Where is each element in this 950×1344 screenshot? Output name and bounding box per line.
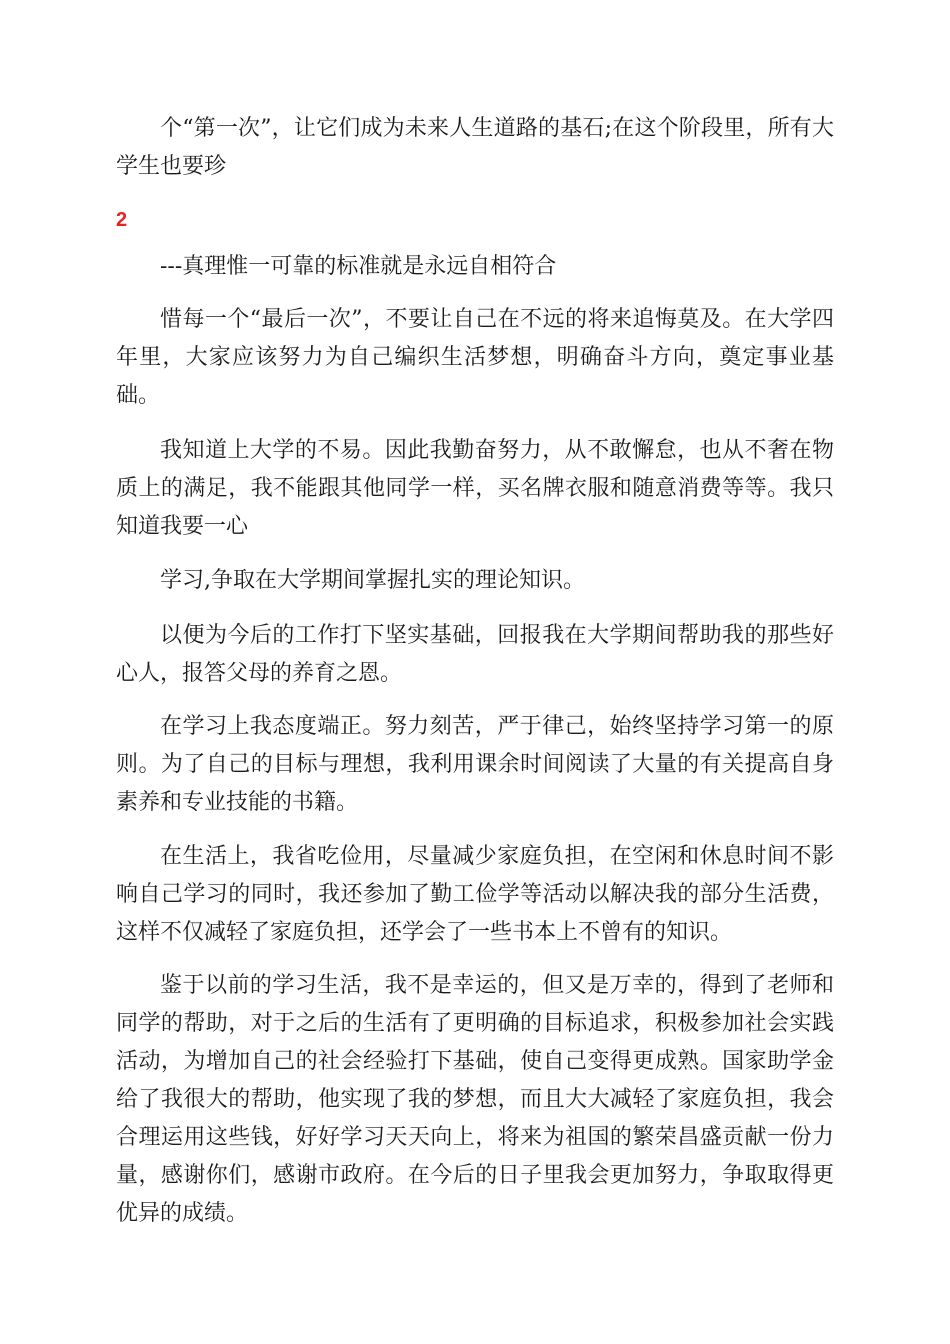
body-paragraph-3-block (116, 562, 834, 600)
body-paragraph-4-block (116, 617, 834, 693)
body-paragraph-1-block (116, 301, 834, 415)
body-paragraph-5-block (116, 708, 834, 822)
body-paragraph-7: 鉴于以前的学习生活，我不是幸运的，但又是万幸的，得到了老师和同学的帮助，对于之后的生活有了更明确的目标追求，积极参加社会实践活动，为增加自己的社会经验打下基础，使自己变得更成熟。国家助学金给了我很大的帮助，他实现了我的梦想，而且大大减轻了家庭负担，我会合理运用这些钱，好好学习天天向上，将来为祖国的繁荣昌盛贡献一份力量，感谢你们，感谢市政府。在今后的日子里我会更加努力，争取取得更优异的成绩。 (116, 973, 834, 1226)
page-subtitle: ---真理惟一可靠的标准就是永远自相符合 (160, 254, 557, 279)
body-paragraph-2-block (116, 432, 834, 546)
top-paragraph: 个“第一次”，让它们成为未来人生道路的基石;在这个阶段里，所有大学生也要珍 (116, 116, 834, 179)
body-paragraph-4: 以便为今后的工作打下坚实基础，回报我在大学期间帮助我的那些好心人，报答父母的养育之恩。 (116, 623, 834, 686)
body-paragraph-5: 在学习上我态度端正。努力刻苦，严于律己，始终坚持学习第一的原则。为了自己的目标与理想，我利用课余时间阅读了大量的有关提高自身素养和专业技能的书籍。 (116, 714, 834, 815)
page-number: 2 (116, 209, 128, 231)
body-paragraph-3: 学习,争取在大学期间掌握扎实的理论知识。 (160, 568, 585, 593)
body-paragraph-6-block (116, 838, 834, 952)
body-paragraph-1: 惜每一个“最后一次”，不要让自己在不远的将来追悔莫及。在大学四年里，大家应该努力为自己编织生活梦想，明确奋斗方向，奠定事业基础。 (116, 307, 834, 408)
body-paragraph-6: 在生活上，我省吃俭用，尽量减少家庭负担，在空闲和休息时间不影响自己学习的同时，我还参加了勤工俭学等活动以解决我的部分生活费，这样不仅减轻了家庭负担，还学会了一些书本上不曾有的知识。 (116, 844, 834, 945)
body-paragraph-2: 我知道上大学的不易。因此我勤奋努力，从不敢懈怠，也从不奢在物质上的满足，我不能跟其他同学一样，买名牌衣服和随意消费等等。我只知道我要一心 (116, 438, 834, 539)
body-paragraph-7-block (116, 967, 834, 1233)
top-text-block (116, 110, 834, 186)
